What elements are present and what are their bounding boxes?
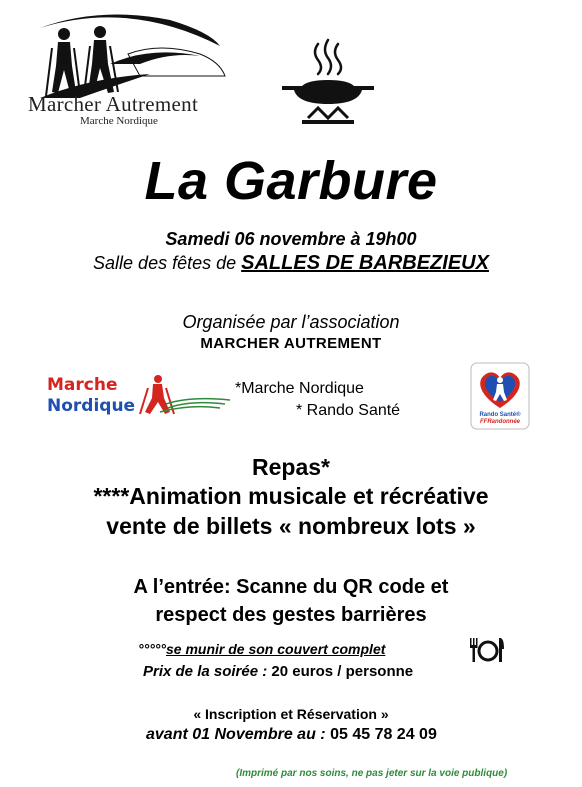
entry-barrier-gestures: respect des gestes barrières xyxy=(155,604,427,626)
venue-prefix: Salle des fêtes de xyxy=(93,253,242,273)
organizer-line: Organisée par l’association xyxy=(182,312,400,332)
logo-subtitle: Marche Nordique xyxy=(80,115,158,127)
entry-qr-code: A l’entrée: Scanne du QR code et xyxy=(133,576,449,598)
cooking-pan-icon xyxy=(278,38,378,128)
event-venue xyxy=(0,252,582,275)
reservation-title: « Inscription et Réservation » xyxy=(193,706,389,722)
reservation-contact xyxy=(146,726,437,744)
program-animation: ****Animation musicale et récréative xyxy=(93,483,489,509)
footer-note: (Imprimé par nos soins, ne pas jeter sur la voie publique) xyxy=(236,768,508,779)
rando-sante-logo xyxy=(470,362,530,430)
price-line xyxy=(143,663,413,680)
price-value: 20 euros / personne xyxy=(271,663,414,680)
reservation-phone: 05 45 78 24 09 xyxy=(330,726,437,743)
program-meal: Repas* xyxy=(252,454,330,480)
organizer-name: MARCHER AUTREMENT xyxy=(200,335,382,352)
couvert-text: se munir de son couvert complet xyxy=(166,641,386,657)
marche-nordique-logo-line1: Marche xyxy=(47,375,118,395)
cutlery-plate-icon xyxy=(467,635,507,665)
activity-rando-sante: * Rando Santé xyxy=(296,402,401,419)
rando-sante-logo-line2: FFRandonnée xyxy=(480,419,520,425)
event-title: La Garbure xyxy=(144,151,438,211)
couvert-prefix: °°°°° xyxy=(138,641,166,657)
program-ticket-sale: vente de billets « nombreux lots » xyxy=(106,513,476,539)
venue-name: SALLES DE BARBEZIEUX xyxy=(241,252,489,274)
reservation-deadline: avant 01 Novembre au : xyxy=(146,726,331,743)
logo-name: Marcher Autrement xyxy=(28,92,199,116)
rando-sante-logo-line1: Rando Santé® xyxy=(479,412,521,418)
activity-marche-nordique: *Marche Nordique xyxy=(235,380,364,397)
price-label: Prix de la soirée : xyxy=(143,663,272,680)
marche-nordique-logo-line2: Nordique xyxy=(47,396,136,416)
couvert-notice xyxy=(138,641,385,657)
event-date: Samedi 06 novembre à 19h00 xyxy=(165,229,417,249)
